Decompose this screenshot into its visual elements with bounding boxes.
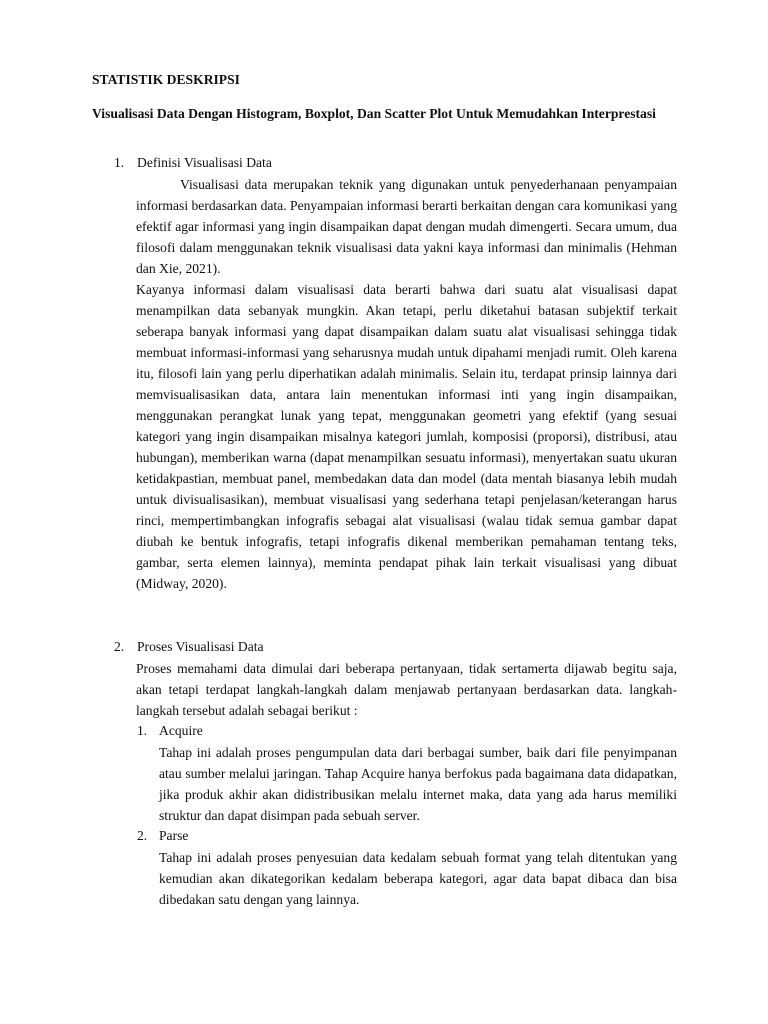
step-1-text: Tahap ini adalah proses pengumpulan data dari berbagai sumber, baik dari file penyimpanan atau sumber melalui jaringan. Tahap Acquire hanya berfokus pada bagaimana data didapatkan, jika produk akhir akan didistribusikan melalu internet maka, data yang ada harus memiliki struktur dan dapat disimpan pada sebuah server.	[159, 745, 677, 823]
step-2-number: 2.	[137, 828, 148, 843]
section-2-heading: Proses Visualisasi Data	[137, 639, 264, 654]
section-2-intro: Proses memahami data dimulai dari beberapa pertanyaan, tidak sertamerta dijawab begitu saja, akan tetapi terdapat langkah-langkah dalam menjawab pertanyaan berdasarkan data. langkah-langkah tersebut adalah sebagai berikut :	[136, 661, 677, 718]
document-title: STATISTIK DESKRIPSI	[92, 72, 240, 87]
step-2-label: Parse	[159, 828, 189, 843]
section-2-number: 2.	[114, 639, 125, 654]
step-2-text: Tahap ini adalah proses penyesuian data kedalam sebuah format yang telah ditentukan yang kemudian akan dikategorikan kedalam beberapa kategori, agar data bapat dibaca dan bisa dibedakan satu dengan yang lainnya.	[159, 850, 677, 907]
section-1-paragraph-2: Kayanya informasi dalam visualisasi data berarti bahwa dari suatu alat visualisasi dapat menampilkan data sebanyak mungkin. Akan tetapi, perlu diketahui batasan subjektif terkait seberapa banyak informasi yang dapat disampaikan dalam suatu alat visualisasi sehingga tidak membuat informasi-informasi yang seharusnya mudah untuk dipahami menjadi rumit. Oleh karena itu, filosofi lain yang perlu diperhatikan adalah minimalis. Selain itu, terdapat prinsip lainnya dari memvisualisasikan data, antara lain menentukan informasi inti yang ingin disampaikan, menggunakan perangkat lunak yang tepat, menggunakan geometri yang efektif (yang sesuai kategori yang ingin disampaikan misalnya kategori jumlah, komposisi (proporsi), distribusi, atau hubungan), memberikan warna (dapat menampilkan sesuatu informasi), menyertakan suatu ukuran ketidakpastian, membuat panel, membedakan data dan model (data mentah biasanya lebih mudah untuk divisualisasikan), membuat visualisasi yang sederhana tetapi penjelasan/keterangan harus rinci, mempertimbangkan infografis sebagai alat visualisasi (walau tidak semua gambar dapat diubah ke bentuk infografis, tetapi infografis dikenal memberikan pemahaman tentang teks, gambar, serta elemen lainnya), meminta pendapat pihak lain terkait visualisasi yang dibuat (Midway, 2020).	[136, 282, 677, 591]
section-1-heading: Definisi Visualisasi Data	[137, 155, 272, 170]
step-1-number: 1.	[137, 723, 148, 738]
document-subtitle: Visualisasi Data Dengan Histogram, Boxplot, Dan Scatter Plot Untuk Memudahkan Interprestasi	[92, 106, 656, 121]
section-1-number: 1.	[114, 155, 125, 170]
section-1-paragraph-1: Visualisasi data merupakan teknik yang digunakan untuk penyederhanaan penyampaian informasi berdasarkan data. Penyampaian informasi berarti berkaitan dengan cara komunikasi yang efektif agar informasi yang ingin disampaikan dapat dengan mudah dimengerti. Secara umum, dua filosofi dalam menggunakan teknik visualisasi data yakni kaya informasi dan minimalis (Hehman dan Xie, 2021).	[136, 177, 677, 276]
step-1-label: Acquire	[159, 723, 203, 738]
